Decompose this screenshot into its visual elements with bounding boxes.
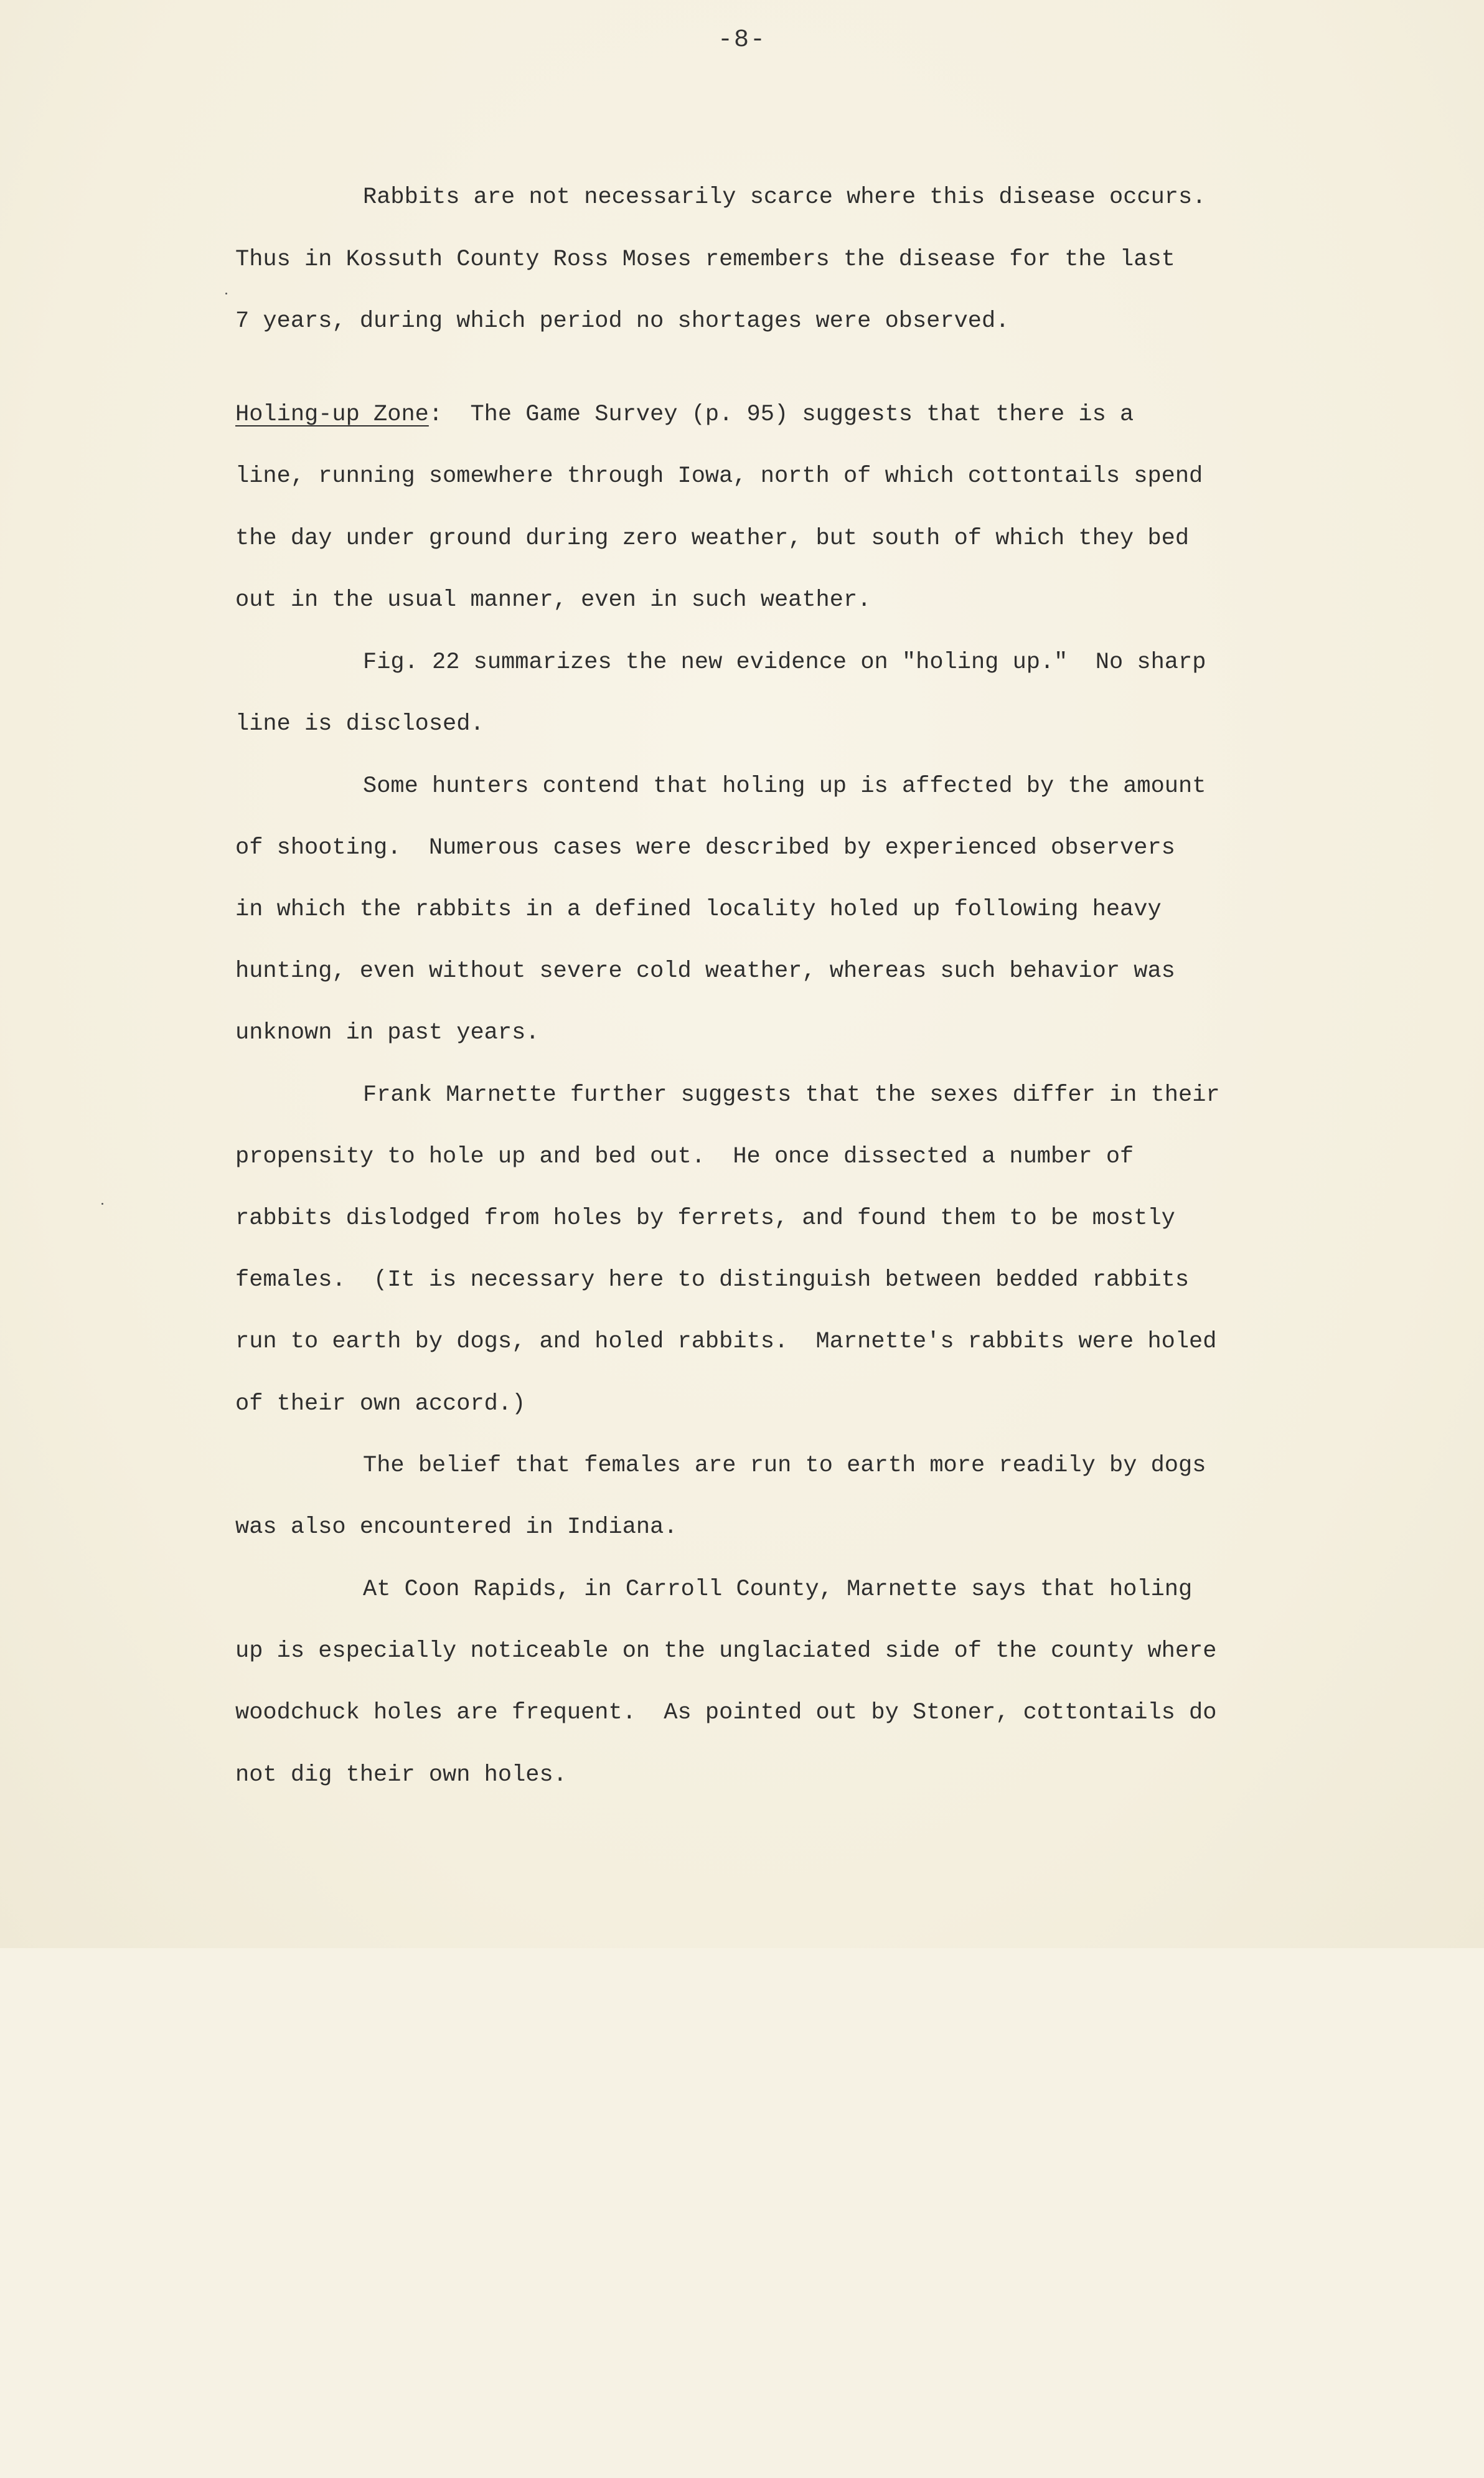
page-number: -8- [717, 26, 766, 54]
text-line: Fig. 22 summarizes the new evidence on "holing up." No sharp [363, 649, 1206, 676]
text-line [235, 384, 1134, 446]
text-line: Thus in Kossuth County Ross Moses remembers the disease for the last [235, 247, 1175, 273]
text-line: rabbits dislodged from holes by ferrets, and found them to be mostly [235, 1205, 1175, 1232]
section-heading: Holing-up Zone [235, 402, 429, 428]
text-line: Rabbits are not necessarily scarce where this disease occurs. [363, 184, 1206, 210]
text-line: propensity to hole up and bed out. He once dissected a number of [235, 1144, 1134, 1170]
text-line: unknown in past years. [235, 1020, 540, 1046]
text-line: At Coon Rapids, in Carroll County, Marnette says that holing [363, 1576, 1193, 1603]
text-line: Frank Marnette further suggests that the sexes differ in their [363, 1082, 1220, 1108]
text-line: not dig their own holes. [235, 1762, 567, 1788]
text-line: hunting, even without severe cold weather, whereas such behavior was [235, 958, 1175, 984]
text-line: females. (It is necessary here to distinguish between bedded rabbits [235, 1267, 1190, 1293]
text-line: run to earth by dogs, and holed rabbits. Marnette's rabbits were holed [235, 1329, 1217, 1355]
document-body [235, 0, 1356, 2478]
text-line: was also encountered in Indiana. [235, 1514, 678, 1540]
text-line: line is disclosed. [235, 711, 484, 737]
text-line: of shooting. Numerous cases were described by experienced observers [235, 835, 1175, 861]
text-line: of their own accord.) [235, 1391, 526, 1417]
text-line-continuation: : The Game Survey (p. 95) suggests that there is a [428, 402, 1134, 428]
text-line: up is especially noticeable on the unglaciated side of the county where [235, 1638, 1217, 1664]
text-line: Some hunters contend that holing up is affected by the amount [363, 773, 1206, 799]
text-line: the day under ground during zero weather, but south of which they bed [235, 525, 1190, 552]
paper-speck [101, 1203, 103, 1205]
paper-speck [225, 293, 227, 294]
text-line: 7 years, during which period no shortages were observed. [235, 308, 1010, 334]
text-line: in which the rabbits in a defined locality holed up following heavy [235, 897, 1162, 923]
text-line: woodchuck holes are frequent. As pointed out by Stoner, cottontails do [235, 1700, 1217, 1726]
text-line: The belief that females are run to earth more readily by dogs [363, 1453, 1206, 1479]
text-line: line, running somewhere through Iowa, north of which cottontails spend [235, 463, 1203, 489]
text-line: out in the usual manner, even in such weather. [235, 587, 871, 613]
